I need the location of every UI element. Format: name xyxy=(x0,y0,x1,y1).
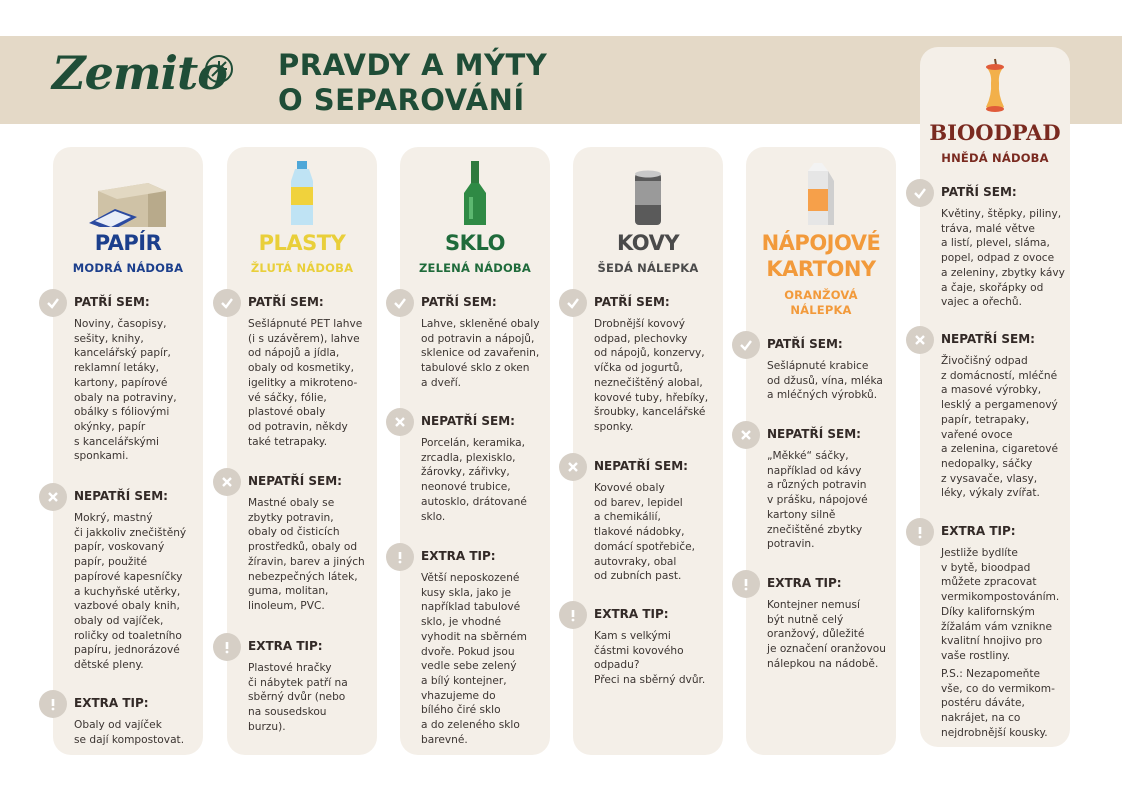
glass-bottle-icon xyxy=(400,161,550,227)
section-tip xyxy=(573,605,723,687)
section-label: NEPATŘÍ SEM: xyxy=(594,459,688,473)
section-label: EXTRA TIP: xyxy=(594,607,669,621)
cross-icon xyxy=(732,421,760,449)
section-tip xyxy=(746,574,896,670)
card-subtitle: HNĚDÁ NÁDOBA xyxy=(941,151,1049,165)
section-text: Kontejner nemusí být nutně celý oranžový, důležité je označení oranžovou nálepkou na nádobě. xyxy=(767,599,886,670)
page-title-line-2: O SEPAROVÁNÍ xyxy=(278,83,525,117)
logo-text: Zemito xyxy=(52,46,227,100)
section-label: NEPATŘÍ SEM: xyxy=(421,414,515,428)
section-text: Drobnější kovový odpad, plechovky od nápojů, konzervy, víčka od jogurtů, neznečištěný alobal, kovové tuby, hřebíky, šroubky, kancelářské sponky. xyxy=(594,318,709,433)
section-text: Porcelán, keramika, zrcadla, plexisklo, žárovky, zářivky, neonové trubice, autosklo, drátované sklo. xyxy=(421,437,527,523)
section-text: Kovové obaly od barev, lepidel a chemikálií, tlakové nádobky, domácí spotřebiče, autovraky, obal od zubních past. xyxy=(594,482,696,583)
card-title: PLASTY xyxy=(258,231,346,255)
section-text: Noviny, časopisy, sešity, knihy, kancelářský papír, reklamní letáky, kartony, papírové obaly na potraviny, obálky s fóliovými okýnky, papír s kancelářskými sponkami. xyxy=(74,318,177,463)
section-text: Obaly od vajíček se dají kompostovat. xyxy=(74,719,185,746)
card-title: PAPÍR xyxy=(94,231,162,255)
section-text: Lahve, skleněné obaly od potravin a nápojů, sklenice od zavařenin, tabulové sklo z oken a dveří. xyxy=(421,318,540,389)
section-label: PATŘÍ SEM: xyxy=(767,337,843,351)
check-icon xyxy=(732,331,760,359)
section-tip xyxy=(400,547,550,746)
section-nepatri xyxy=(227,472,377,612)
section-label: EXTRA TIP: xyxy=(767,576,842,590)
section-tip xyxy=(53,694,203,746)
section-patri xyxy=(573,293,723,433)
section-label: NEPATŘÍ SEM: xyxy=(74,489,168,503)
section-nepatri xyxy=(573,457,723,583)
exclamation-icon xyxy=(732,570,760,598)
check-icon xyxy=(39,289,67,317)
exclamation-icon xyxy=(386,543,414,571)
section-tip xyxy=(227,637,377,733)
section-text: Plastové hračky či nábytek patří na sběrný dvůr (nebo na sousedskou burzu). xyxy=(248,662,348,733)
section-text: Mastné obaly se zbytky potravin, obaly od čisticích prostředků, obaly od žíravin, barev a jiných nebezpečných látek, guma, molitan, linoleum, PVC. xyxy=(248,497,365,612)
section-label: PATŘÍ SEM: xyxy=(74,295,150,309)
section-label: EXTRA TIP: xyxy=(421,549,496,563)
section-label: NEPATŘÍ SEM: xyxy=(767,427,861,441)
card-title-line-2: KARTONY xyxy=(766,257,876,281)
cross-icon xyxy=(559,453,587,481)
page-title xyxy=(278,48,547,118)
check-icon xyxy=(213,289,241,317)
section-label: PATŘÍ SEM: xyxy=(941,185,1017,199)
exclamation-icon xyxy=(39,690,67,718)
section-text: Jestliže bydlíte v bytě, bioodpad můžete zpracovat vermikompostováním. Díky kalifornským žížalám vám vznikne kvalitní hnojivo pro vaše rostliny. xyxy=(941,547,1060,662)
check-icon xyxy=(559,289,587,317)
card-title-line-1: NÁPOJOVÉ xyxy=(761,231,881,255)
card-subtitle-line-2: NÁLEPKA xyxy=(790,303,852,317)
section-label: NEPATŘÍ SEM: xyxy=(941,332,1035,346)
section-label: EXTRA TIP: xyxy=(248,639,323,653)
section-nepatri xyxy=(746,425,896,551)
leaf-icon xyxy=(202,52,236,86)
cross-icon xyxy=(39,483,67,511)
card-bioodpad xyxy=(920,47,1070,747)
section-label: PATŘÍ SEM: xyxy=(594,295,670,309)
section-text: Mokrý, mastný či jakkoliv znečištěný papír, voskovaný papír, použité papírové kapesníčky a kuchyňské utěrky, vazbové obaly knih, obaly od vajíček, roličky od toaletního papíru, jednorázové dětské pleny. xyxy=(74,512,187,672)
drink-carton-icon xyxy=(746,161,896,227)
exclamation-icon xyxy=(559,601,587,629)
card-sklo xyxy=(400,147,550,755)
section-label: EXTRA TIP: xyxy=(74,696,149,710)
brand-logo[interactable] xyxy=(52,42,252,120)
card-papir xyxy=(53,147,203,755)
card-subtitle: MODRÁ NÁDOBA xyxy=(72,261,184,275)
check-icon xyxy=(386,289,414,317)
section-label: EXTRA TIP: xyxy=(941,524,1016,538)
cross-icon xyxy=(906,326,934,354)
section-patri xyxy=(746,335,896,402)
section-label: PATŘÍ SEM: xyxy=(421,295,497,309)
section-tip xyxy=(920,522,1070,662)
section-text: Kam s velkými částmi kovového odpadu? Přeci na sběrný dvůr. xyxy=(594,630,706,687)
cardboard-box-icon xyxy=(53,161,203,227)
ps-note: P.S.: Nezapomeňte vše, co do vermikom- postéru dáváte, nakrájet, na co nejdrobnější kousky. xyxy=(941,668,1055,739)
section-text: Sešlápnuté PET lahve (i s uzávěrem), lahve od nápojů a jídla, obaly od kosmetiky, igelitky a mikroteno- vé sáčky, fólie, plastové obaly od potravin, někdy také tetrapaky. xyxy=(248,318,363,448)
plastic-bottle-icon xyxy=(227,161,377,227)
section-label: NEPATŘÍ SEM: xyxy=(248,474,342,488)
card-subtitle: ZELENÁ NÁDOBA xyxy=(418,261,532,275)
section-text: Větší neposkozené kusy skla, jako je například tabulové sklo, je vhodné vyhodit na sběrném dvoře. Pokud jsou vedle sebe zelený a bílý kontejner, vhazujeme do bílého čiré sklo a do zeleného sklo barevné. xyxy=(421,572,527,746)
card-plasty xyxy=(227,147,377,755)
card-subtitle-line-1: ORANŽOVÁ xyxy=(784,288,858,302)
section-patri xyxy=(53,293,203,463)
section-nepatri xyxy=(920,330,1070,500)
exclamation-icon xyxy=(906,518,934,546)
section-text: „Měkké“ sáčky, například od kávy a různých potravin v prášku, nápojové kartony silně znečištěné zbytky potravin. xyxy=(767,450,868,551)
apple-core-icon xyxy=(920,55,1070,121)
section-patri xyxy=(920,183,1070,309)
card-kartony xyxy=(746,147,896,755)
card-subtitle: ŠEDÁ NÁLEPKA xyxy=(597,261,699,275)
section-patri xyxy=(400,293,550,389)
card-title: BIOODPAD xyxy=(929,120,1061,145)
check-icon xyxy=(906,179,934,207)
section-text: Sešlápnuté krabice od džusů, vína, mléka a mléčných výrobků. xyxy=(767,360,883,402)
section-label: PATŘÍ SEM: xyxy=(248,295,324,309)
section-nepatri xyxy=(400,412,550,523)
metal-can-icon xyxy=(573,161,723,227)
section-text: Květiny, štěpky, piliny, tráva, malé větve a listí, plevel, sláma, popel, odpad z ovoce a zeleniny, zbytky kávy a čaje, skořápky od vajec a ořechů. xyxy=(941,208,1065,309)
exclamation-icon xyxy=(213,633,241,661)
card-title: SKLO xyxy=(445,231,505,255)
page-title-line-1: PRAVDY A MÝTY xyxy=(278,48,548,82)
card-title: KOVY xyxy=(616,231,680,255)
cross-icon xyxy=(386,408,414,436)
cross-icon xyxy=(213,468,241,496)
section-nepatri xyxy=(53,487,203,672)
card-subtitle: ŽLUTÁ NÁDOBA xyxy=(250,261,354,275)
card-kovy xyxy=(573,147,723,755)
section-text: Živočišný odpad z domácností, mléčné a masové výrobky, lesklý a pergamenový papír, tetrapaky, vařené ovoce a zelenina, cigaretové nedopalky, sáčky z vysavače, vlasy, léky, výkaly zvířat. xyxy=(941,355,1059,500)
section-patri xyxy=(227,293,377,448)
